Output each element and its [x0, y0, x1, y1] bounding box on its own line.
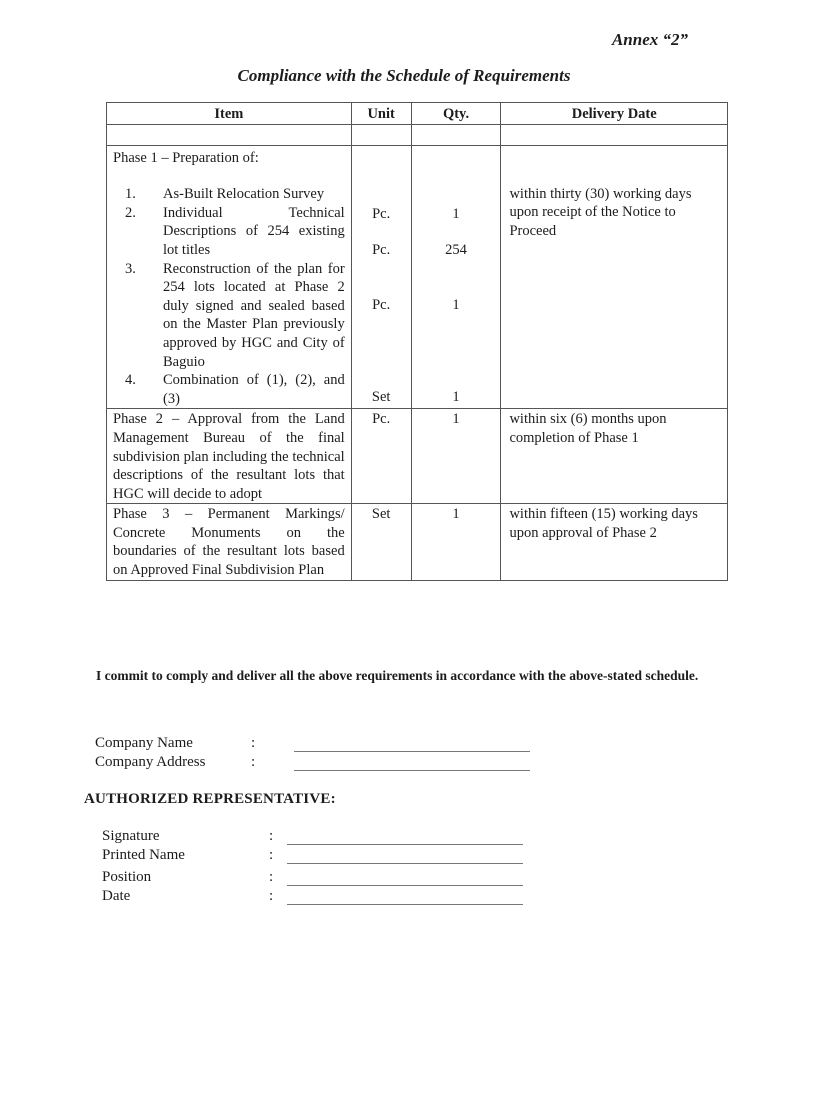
colon: : [269, 869, 274, 885]
annex-label: Annex “2” [611, 30, 688, 49]
position-field [102, 869, 523, 886]
table-row-phase2 [107, 409, 728, 504]
signature-label: Signature [102, 828, 160, 844]
list-item: 4. Combination of (1), (2), and (3) [125, 372, 345, 407]
commitment-statement: I commit to comply and deliver all the above requirements in accordance with the above-stated schedule. [96, 668, 699, 683]
phase1-qty-cell [411, 145, 501, 409]
phase2-qty-cell: 1 [411, 409, 501, 504]
phase1-unit-2: Pc. [372, 242, 391, 259]
company-name-field [95, 735, 530, 752]
position-line[interactable] [287, 871, 523, 886]
company-name-line[interactable] [294, 737, 530, 752]
phase3-item-cell: Phase 3 – Permanent Markings/ Concrete Monuments on the boundaries of the resultant lots based on Approved Final Subdivision Plan [107, 504, 352, 580]
signature-field [102, 828, 523, 845]
signature-line[interactable] [287, 830, 523, 845]
document-title: Compliance with the Schedule of Requirements [237, 66, 571, 85]
table-header-row [107, 103, 728, 125]
phase3-unit-cell: Set [351, 504, 411, 580]
company-address-field [95, 754, 530, 771]
phase1-unit-1: Pc. [372, 205, 391, 222]
phase1-qty-4: 1 [452, 389, 460, 406]
table-row-phase3 [107, 504, 728, 580]
list-item: 3. Reconstruction of the plan for 254 lots located at Phase 2 duly signed and sealed based on the Master Plan previously approved by HGC and City of Baguio [125, 260, 345, 370]
phase1-item-cell [107, 145, 352, 409]
phase1-unit-cell [351, 145, 411, 409]
phase1-sublist [113, 185, 345, 408]
phase3-delivery-cell: within fifteen (15) working days upon approval of Phase 2 [501, 504, 728, 580]
printed-name-field [102, 847, 523, 864]
phase2-delivery-cell: within six (6) months upon completion of Phase 1 [501, 409, 728, 504]
position-label: Position [102, 869, 152, 885]
phase3-qty-cell: 1 [411, 504, 501, 580]
phase1-heading: Phase 1 – Preparation of: [113, 149, 259, 166]
date-field [102, 888, 523, 905]
company-address-line[interactable] [294, 756, 530, 771]
colon: : [251, 735, 256, 751]
phase1-qty-3: 1 [452, 296, 460, 313]
phase2-item-cell: Phase 2 – Approval from the Land Management Bureau of the final subdivision plan including the technical descriptions of the resultant lots that HGC will decide to adopt [107, 409, 352, 504]
header-item: Item [107, 103, 352, 125]
date-label: Date [102, 888, 131, 904]
list-item: 1. As-Built Relocation Survey [125, 186, 325, 203]
colon: : [269, 828, 274, 844]
printed-name-line[interactable] [287, 849, 523, 864]
company-name-label: Company Name [95, 735, 193, 751]
header-delivery: Delivery Date [501, 103, 728, 125]
colon: : [269, 888, 274, 904]
phase1-unit-3: Pc. [372, 296, 391, 313]
date-line[interactable] [287, 890, 523, 905]
header-qty: Qty. [411, 103, 501, 125]
list-item: 2. Individual Technical Descriptions of 254 existing lot titles [125, 204, 345, 258]
authorized-representative-heading: AUTHORIZED REPRESENTATIVE: [84, 791, 336, 807]
phase1-unit-4: Set [371, 389, 391, 406]
company-address-label: Company Address [95, 754, 206, 770]
spacer-row [107, 124, 728, 145]
phase1-delivery: within thirty (30) working days upon receipt of the Notice to Proceed [509, 185, 692, 239]
printed-name-label: Printed Name [102, 847, 185, 863]
colon: : [251, 754, 256, 770]
phase1-qty-2: 254 [445, 242, 467, 259]
phase1-qty-1: 1 [452, 205, 460, 222]
phase1-delivery-cell [501, 145, 728, 409]
colon: : [269, 847, 274, 863]
requirements-table [106, 102, 728, 581]
header-unit: Unit [351, 103, 411, 125]
phase2-unit-cell: Pc. [351, 409, 411, 504]
table-row-phase1 [107, 145, 728, 409]
